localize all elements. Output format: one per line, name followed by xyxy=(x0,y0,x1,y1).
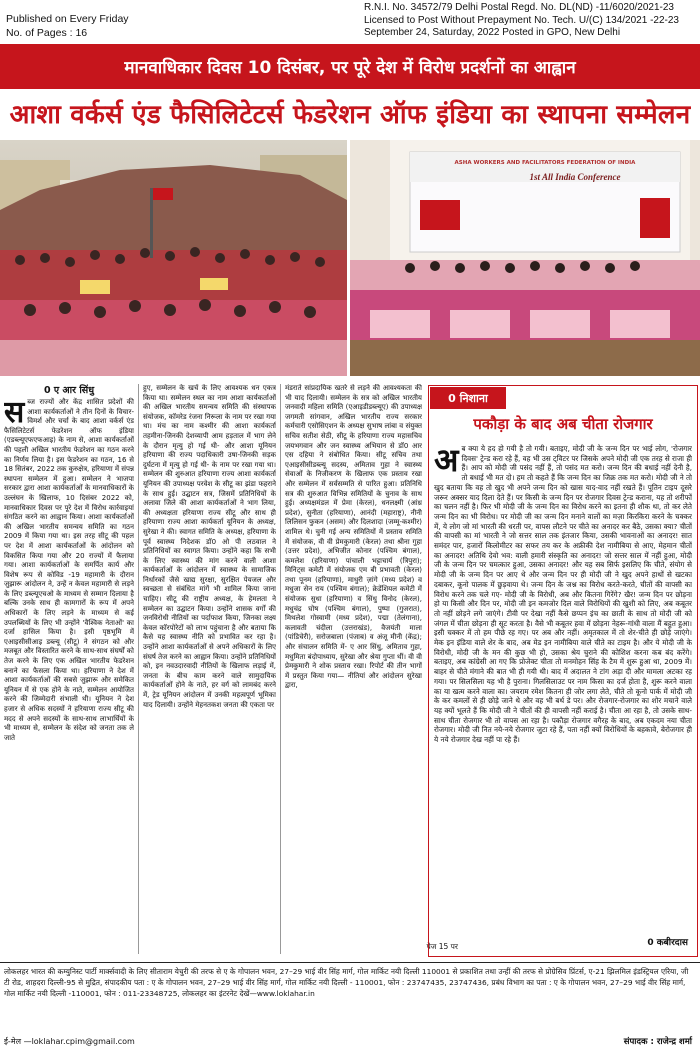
top-banner: मानवाधिकार दिवस 10 दिसंबर, पर पूरे देश में विरोध प्रदर्शनों का आह्वान xyxy=(0,44,700,89)
column-label: 0 निशाना xyxy=(430,387,506,409)
crowd-photo xyxy=(0,140,347,376)
column-divider xyxy=(138,384,139,954)
footer-divider xyxy=(0,962,700,963)
issue-date: September 24, Saturday, 2022 Posted in GPO, New Delhi xyxy=(364,27,621,38)
article-column-3 xyxy=(285,384,422,940)
article-col2-text: हुए, सम्मेलन के खर्च के लिए आवश्यक धन एकत्र किया था। सम्मेलन स्थल का नाम आशा कार्यकर्ताओं की अखिल भारतीय समन्वय समिति की संस्थापक संयोजक, कॉमरेड रंजना निरूला के नाम पर रखा गया था। मंच का नाम कश्मीर की आशा कार्यकर्ता तहमीना-जिनकी देशव्यापी आम हड़ताल में भाग लेने के दौरान मृत्यु हो गई थी- और आशा यूनियन हरियाणा की राज्य पदाधिकारी उषा-जिनकी सड़क दुर्घटना में मृत्यु हो गई थी- के नाम पर रखा गया था। सम्मेलन की शुरुआत हरियाणा राज्य आशा कार्यकर्ता यूनियन की उपाध्यक्ष परवेश के सीटू का झंडा फहराने के साथ हुई। उद्घाटन सत्र, जिसमें प्रतिनिधियों के अलावा जिले की आशा कार्यकर्ताओं ने भाग लिया, की अध्यक्षता हरियाणा राज्य सीटू और साथ ही हरियाणा राज्य आशा कार्यकर्ता यूनियन के अध्यक्ष, सुरेखा ने की। स्वागत समिति के अध्यक्ष, हरियाणा के पूर्व स्वास्थ्य निदेशक डॉ0 ओ पी लठवाल ने प्रतिनिधियों का स्वागत किया। उन्होंने कहा कि सभी के लिए स्वास्थ्य की मांग करने वाली आशा कार्यकर्ताओं के आंदोलन में स्वास्थ्य के सामाजिक निर्धारकों जैसे खाद्य सुरक्षा, सुरक्षित पेयजल और स्वच्छता से संबंधित मांगें भी शामिल किया जाना चाहिए। सीटू की राष्ट्रीय अध्यक्ष, के हेमलता ने सम्मेलन का उद्घाटन किया। उन्होंने शासक वर्गों की जनविरोधी नीतियों का पर्दाफाश किया, जिनका लक्ष्य केवल कॉरपोरेटों को लाभ पहुंचाना है और बताया कि कैसे यह स्वास्थ्य नीति को प्रभावित कर रहा है। उन्होंने आशा कार्यकर्ताओं से अपने अधिकारों के लिए संघर्ष तेज करने का आह्वान किया। उन्होंने प्रतिनिधियों को, इन नवउदारवादी नीतियों के खिलाफ लड़ाई में, जनता के बीच काम करने वाले सामुदायिक कार्यकर्ताओं होने के नाते, हर वर्ग को लामबंद करने में, ट्रेड यूनियन आंदोलन में उनकी महत्वपूर्ण भूमिका याद दिलायी। उन्होंने मेहनतकश जनता की एकता पर xyxy=(143,384,276,709)
page-continuation: पेज 15 पर xyxy=(426,942,458,951)
article-byline: 0 ए आर सिंधु xyxy=(43,385,95,396)
article-dropcap: स xyxy=(4,395,25,430)
stage-photo xyxy=(350,140,700,376)
article-col1-text: ब्ज राज्यों और केंद्र शासित प्रदेशों की आशा कार्यकर्ताओं ने तीन दिनों के विचार-विमर्श और चर्चा के बाद आशा वर्कर्स एंड फैसिलिटेटर्स फेडरेशन ऑफ इंडिया (एडब्ल्यूएफएफआइ) के नाम से, आशा कार्यकर्ताओं की पहली अखिल भारतीय फेडरेशन का गठन करने का निर्णय लिया है। इस फेडरेशन का गठन, 16 से 18 सितंबर, 2022 तक कुरुक्षेत्र, हरियाणा में संपन्न स्थापना सम्मेलन में हुआ। सम्मेलन ने भाजपा सरकार द्वारा आशा कार्यकर्ताओं के मानवाधिकारों के उल्लंघन के खिलाफ, 10 दिसंबर 2022 को, मानवाधिकार दिवस पर पूरे देश में विरोध कार्रवाइयां संगठित करने का आह्वान किया। आशा कार्यकर्ताओं की अखिल भारतीय समन्वय समिति का गठन 2009 में किया गया था। इस तरह सीटू की पहल पर देश में आशा कार्यकर्ताओं के आंदोलन को विकसित किया गया और 20 राज्यों में फैलाया गया। आशा कार्यकर्ताओं के समर्पित कार्य और विशेष रूप से कोविड -19 महामारी के दौरान जुझारू आंदोलन ने, उन्हें न केवल महामारी से लड़ने के लिए डब्ल्यूएचओ के माध्यम से सम्मान दिलाया है बल्कि उनके साथ ही कामगारों के रूप में अपने अधिकारों के लिए लड़ने के माध्यम से कई उपलब्धियों के लिए भी उन्होंने 'वैश्विक नेताओं' का दर्जा हासिल किया है। इसी पृष्ठभूमि में एआइसीसीआइ डब्ल्यू (सीटू) ने संगठन को और मजबूत और विस्तारित करने के साथ-साथ संघर्षों को तेज करने के लिए एक अखिल भारतीय फेडरेशन बनाने का फैसला किया था। हरियाणा ने देश में आशा कार्यकर्ताओं की सबसे जुझारू और समेकित यूनियन में से एक होने के नाते, सम्मेलन आयोजित करने की जिम्मेदारी संभाली थी। यूनियन ने देश हजार से अधिक सदस्यों ने हरियाणा राज्य सीटू की मदद से अपने सदस्यों के साथ-साथ लाभार्थियों के भी माध्यम से, सम्मेलन के संदेश को जनता तक ले जाते xyxy=(4,398,134,742)
masthead-right xyxy=(364,2,694,40)
column-body xyxy=(434,444,692,929)
article-col3-text: मंडराते सांप्रदायिक खतरे से लड़ने की आवश्यकता की भी याद दिलायी। सम्मेलन के सत्र को अखिल भारतीय जनवादी महिला समिति (एआइडीडब्ल्यूए) की उपाध्यक्ष जगमती सांगवान, अखिल भारतीय राज्य सरकार कर्मचारी एसोसिएशन के अध्यक्ष सुभाष लांबा व संयुक्त सचिव सतीश सेठी, सीटू के हरियाणा राज्य महासचिव जयभगवान और जन स्वास्थ्य अभियान से डॉ0 आर एस दहिया ने संबोधित किया। सीटू सचिव तथा एआइसीसीडब्ल्यू सदस्य, अमिताव गुहा ने स्वास्थ्य सेवाओं के निजीकरण के खिलाफ एक प्रस्ताव रखा और सम्मेलन में सर्वसम्मति से पारित हुआ। प्रतिनिधि सत्र की शुरुआत विभिन्न समितियों के चुनाव के साथ हुई। अध्यक्षमंडल में प्रेमा (केरल), धनलक्ष्मी (आंध्र प्रदेश), सुनीता (हरियाणा), आनंदी (महाराष्ट्र), नीनी लिलिसन फुकन (असम) और दिलशादा (जम्मू-कश्मीर) शामिल थे। चुनी गई अन्य समितियों में प्रस्ताव समिति में संयोजक, वी वी प्रेमकुमारी (केरल) तथा श्रीना गुहा (उत्तर प्रदेश), अभिजीत कोनार (पश्चिम बंगाल), कमलेश (हरियाणा) पांचाली भट्टाचार्य (त्रिपुरा); मिनिट्स कमेटी में संयोजक एम बी प्रभावती (केरल) तथा पूनम (हरियाणा), माधुरी ज़ांगे (मध्य प्रदेश) व मधुजा सेन राय (पश्चिम बंगाल); क्रेडेंशियल कमेटी में संयोजक सुधा (हरियाणा) व सिंधु विनोद (केरल), मधुचंद्र घोष (पश्चिम बंगाल), पुष्पा (गुजरात), मिथलेश गोस्वामी (मध्य प्रदेश), पद्मा (तेलंगाना), कलावती चंदीला (उत्तराखंड), वैजयंती माला (पांडिचेरी), सरोजबाला (पंजाब) व अंजू मीनी (केंद्र); और संचालन समिति में- ए आर सिंधु, अमिताव गुहा, मधुमिता बंदोपाध्याय, सुरेखा और श्रेया गुप्ता थीं। वी वी प्रेमकुमारी ने शोक प्रस्ताव रखा। रिपोर्ट की तीन भागों में प्रस्तुत किया गया— नीतियां और आंदोलन सुरेखा द्वारा, xyxy=(285,384,422,690)
article-column-2 xyxy=(143,384,276,956)
rni-number: R.N.I. No. 34572/79 Delhi Postal Regd. No. DL(ND) -11/6020/2021-23 xyxy=(364,2,674,13)
column-author: 0 कबीरदास xyxy=(647,938,688,948)
stage-banner-title: ASHA WORKERS AND FACILITATORS FEDERATION OF INDIA xyxy=(454,160,636,166)
column-body-text: ब क्या ये हद हो गयी है तो गयी। बताइए, मोदी जी के जन्म दिन पर भाई लोग, 'रोजगार दिवस' ट्रेन्ड करा रहे हैं, वह भी उस ट्विटर पर जिसके अपने मोदी जी एक तरह से राजा ही हैं। आप को मोदी जी पसंद नहीं हैं, तो पसंद मत करो। जन्म दिन की बधाई नहीं देनी है, तो बधाई भी मत दो। हम तो कहते हैं कि जन्म दिन का जिक्र तक मत करो। मोदी जी ने तो खुद बताया कि वह तो खुद भी अपने जन्म दिन को खास याद-वाद नहीं रखते हैं। पूतिन टाइप दूसरे जरूर अक्सर याद दिला देते हैं। पर किसी के जन्म दिन पर रोजगार दिवस ट्रेन्ड कराना, यह तो शरीफों का चलन नहीं है। फिर भी मोदी जी के जन्म दिन का विरोध करने का इतना ही शौक था, तो कर लेते जन्म दिन का भी विरोध। पर मोदी जी का जन्म दिन मनाने वालों का मज़ा किरकिरा करने के चक्कर में, ये लोग जो मां भारती की धरती पर, वापस लौटने पर चीते का अनादर कर बैठे, उसका क्या? चीतों की वापसी का मां भारती ने जो सत्तर साल तक इंतजार किया, उसकी भावनाओं का अनादर! सात समंदर पार, हजारों किलोमीटर का सफर तय कर के अफ्रीकी देश नामीबिया से आए, मेहमान चीतों का अनादर! अतिथि देवो भव: वाली हमारी संस्कृति का अनादर! जो सत्तर साल में नहीं हुआ, मोदी जी के जन्म दिन पर चमत्कार हुआ, उसका अनादर! और यह सब सिर्फ इसलिए कि चीते, संयोग से मोदी जी के जन्म दिन पर आए थे और जन्म दिन पर ही मोदी जी ने खुद अपने हाथों से खटका दबाकर, कूनो पालक में छुड़वाया थे। जन्म दिन के जश्न का विरोध करते-करते, चीतों की वापसी का विरोध करने तक चले गए- मोदी जी के विरोधी, अब और कितना गिरेंगे? खैर! जन्म दिन पर छोड़ना हो या किसी और दिन पर, मोदी जी इन कमजोर दिल वाले विरोधियों की खुशी को लिए, अब कबूतर तो नहीं छोड़ने लगे जाएंगे। टीवी पर देखा नहीं कैसे छप्पन इंच का छाती के साथ तो मोदी जी को जंगल में चीता छोड़ना ही सूट करता है। वैसे भी कबूतर हवा में छोड़ना नेहरू-गांधी वाला मैं बहुत हुआ। इसी चक्कर में तो हम पीछे रह गए। पर अब और नहीं। अमृतकाल में तो शेर-चीते ही छोड़े जाएंगे। मेक इन इंडिया वाले शेर के बाद, अब मेड इन नामीबिया वाले चीते का टाइम है। और ये मोदी जी के विरोधी, मोदी जी के मन की कुछ भी हो, उसका श्रेय चुराने की कोशिश करना कब बंद करेंगे। बताइए, अब कांग्रेसी आ गए कि प्रोजेक्ट चीता तो मनमोहन सिंह के टैम में शुरू हुआ था, 2009 में। बाहर से चीते मंगाने की बात भी ही गयी थी। बाद में अदालत ने टांग अड़ा दी और मामला अटका रह गया। पर सिलसिला यह भी है पुराना। गिलसिलाउट पर नाम किसा का दर्ज होता है, शुरू करने वाला का या खत्म करने वाला का। जयराम रमेश कितना ही जोर लगा लेते, चीते तो कूनो पार्क में मोदी जी के कर कमलों से ही छोड़े जाने थे और वह भी बर्थ डे पर। और रोजगार-रोजगार का शोर मचाने वाले यह क्यों भूलते हैं कि मोदी जी ने चीतों की ही वापसी नहीं कराई है। चीता आ रहा है, तो उसके साथ-साथ चीता रोजगार भी तो वापस आ रहा है। पकौड़ा रोजगार वगैरह के बाद, अब एकदम नया चीता रोजगार। मोदी जी नित नये-नये रोजगार जुटा रहे हैं, पता नहीं क्यों विरोधियों के बहकावे, बेरोजगार ही ये नये रोजगार देख नहीं पा रहे हैं। xyxy=(434,444,692,745)
page-count: No. of Pages : 16 xyxy=(6,27,88,39)
column-title: पकौड़ा के बाद अब चीता रोजगार xyxy=(473,415,653,433)
published-frequency: Published on Every Friday xyxy=(6,13,129,25)
imprint-text: लोकलहर भारत की कम्युनिस्ट पार्टी मार्क्सवादी के लिए सीताराम येचुरी की तरफ से ए के गोपालन भवन, 27–29 भाई वीर सिंह मार्ग, गोल मार्किट नयी दिल्ली 110001 से प्रकाशित तथा उन्हीं की तरफ से प्रोग्रेसिव प्रिंटर्स, ए-21 झिलमिल इंडस्ट्रियल एरिया, जी टी रोड, शाहदरा दिल्ली-95 से मुद्रित, संपादकीय पता : ए के गोपालन भवन, 27–29 भाई वीर सिंह मार्ग, गोल मार्किट नयी दिल्ली - 110001, फोन : 23747435, 23747436, प्रबंध विभाग का पता : ए के गोपालन भवन, 27–29 भाई वीर सिंह मार्ग, गोल मार्किट नयी दिल्ली -110001, फोन : 011-23348725, लोकलहर का इंटरनेट देखें—www.loklahar.in xyxy=(4,967,689,998)
main-headline: आशा वर्कर्स एंड फैसिलिटेटर्स फेडरेशन ऑफ इंडिया का स्थापना सम्मेलन xyxy=(9,100,691,130)
editor-credit: संपादक : राजेन्द्र शर्मा xyxy=(623,1037,692,1047)
masthead-left xyxy=(6,12,129,40)
column-dropcap: अ xyxy=(434,444,459,479)
stage-banner-subtitle: 1st All India Conference xyxy=(529,172,621,182)
article-column-1 xyxy=(4,384,134,956)
license-number: Licensed to Post Without Prepayment No. Tech. U/(C) 134/2021 -22-23 xyxy=(364,14,679,26)
column-divider xyxy=(280,384,281,954)
contact-email: ई-मेल —loklahar.cpim@gmail.com xyxy=(4,1037,135,1046)
